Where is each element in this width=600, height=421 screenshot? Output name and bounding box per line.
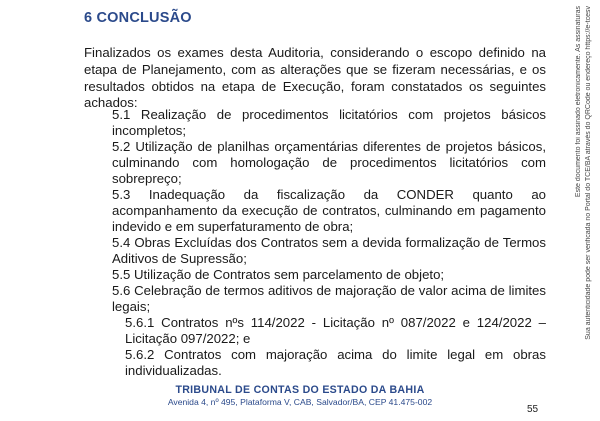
sub-findings-container bbox=[112, 315, 546, 379]
finding-item: 5.3 Inadequação da fiscalização da CONDER quanto ao acompanhamento da execução de contratos, culminando em pagamento indevido e em superfaturamento de obra; bbox=[112, 187, 546, 234]
finding-item: 5.5 Utilização de Contratos sem parcelamento de objeto; bbox=[112, 267, 445, 282]
footer-title: TRIBUNAL DE CONTAS DO ESTADO DA BAHIA bbox=[175, 384, 425, 396]
section-title: 6 CONCLUSÃO bbox=[84, 10, 192, 26]
sub-findings-list bbox=[112, 315, 546, 379]
findings-list bbox=[112, 107, 546, 379]
authenticity-note: Sua autenticidade pode ser verificada no Portal do TCE/BA através do QRCode ou endereço https://e-tcesv bbox=[585, 6, 592, 340]
finding-item: 5.1 Realização de procedimentos licitatórios com projetos básicos incompletos; bbox=[112, 107, 546, 138]
sub-finding-item: 5.6.2 Contratos com majoração acima do limite legal em obras individualizadas. bbox=[125, 347, 546, 378]
finding-item: 5.4 Obras Excluídas dos Contratos sem a devida formalização de Termos Aditivos de Supressão; bbox=[112, 235, 546, 266]
footer-address: Avenida 4, nº 495, Plataforma V, CAB, Salvador/BA, CEP 41.475-002 bbox=[167, 397, 433, 407]
finding-item: 5.6 Celebração de termos aditivos de majoração de valor acima de limites legais; bbox=[112, 283, 546, 314]
signature-note: Este documento foi assinado eletronicamente. As assinaturas bbox=[575, 6, 582, 198]
page-number: 55 bbox=[527, 404, 539, 415]
intro-paragraph: Finalizados os exames desta Auditoria, considerando o escopo definido na etapa de Planejamento, com as alterações que se fizeram necessárias, e os resultados obtidos na etapa de Execução, foram constatados os seguintes achados: bbox=[84, 45, 546, 111]
sub-finding-item: 5.6.1 Contratos nºs 114/2022 - Licitação nº 087/2022 e 124/2022 – Licitação 097/2022; e bbox=[125, 315, 546, 346]
finding-item: 5.2 Utilização de planilhas orçamentárias diferentes de projetos básicos, culminando com homologação de procedimentos licitatórios com sobrepreço; bbox=[112, 139, 546, 186]
